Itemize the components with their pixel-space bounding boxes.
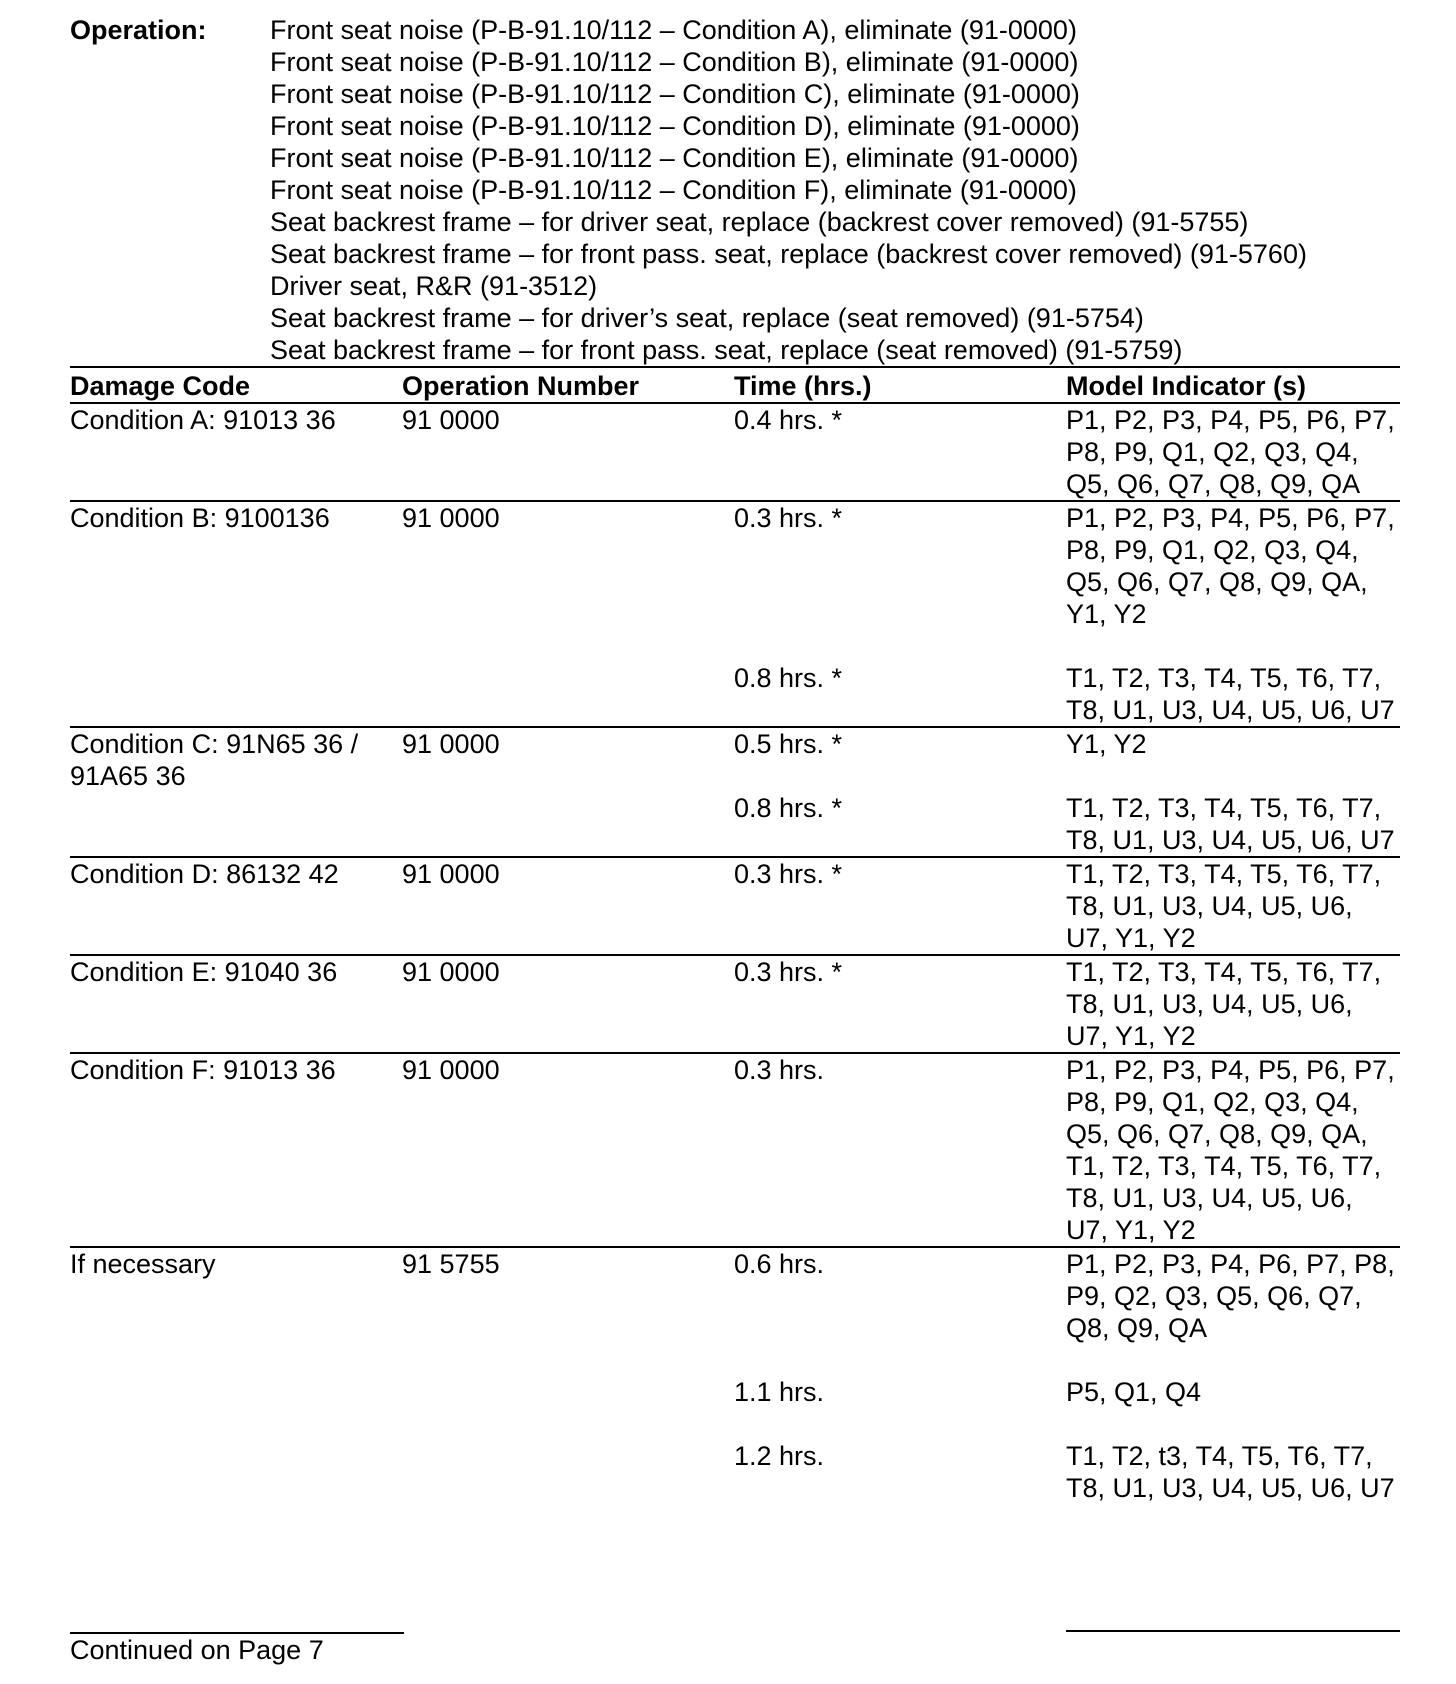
operation-lines: [270, 14, 1400, 366]
cell-time: 0.8 hrs. *: [734, 663, 843, 693]
operation-line: Front seat noise (P-B-91.10/112 – Condition B), eliminate (91-0000): [270, 47, 1079, 77]
cell-damage-code: [70, 662, 402, 727]
header-model-indicator: Model Indicator (s): [1066, 367, 1400, 403]
table-header-row: [70, 367, 1400, 403]
cell-time: 1.1 hrs.: [734, 1377, 825, 1407]
cell-operation-number: 91 0000: [402, 405, 500, 435]
cell-model-indicator: Y1, Y2: [1066, 727, 1400, 792]
operation-line: Seat backrest frame – for front pass. seat, replace (backrest cover removed) (91-5760): [270, 239, 1307, 269]
cell-model-indicator: T1, T2, t3, T4, T5, T6, T7, T8, U1, U3, U4, U5, U6, U7: [1066, 1441, 1395, 1503]
operation-line: Seat backrest frame – for front pass. seat, replace (seat removed) (91-5759): [270, 335, 1183, 365]
cell-model-indicator: T1, T2, T3, T4, T5, T6, T7, T8, U1, U3, U4, U5, U6, U7: [1066, 793, 1395, 855]
cell-model-indicator: P1, P2, P3, P4, P6, P7, P8, P9, Q2, Q3, Q5, Q6, Q7, Q8, Q9, QA: [1066, 1247, 1400, 1344]
cell-time: 0.3 hrs. *: [734, 501, 1066, 630]
cell-model-indicator: P1, P2, P3, P4, P5, P6, P7, P8, P9, Q1, Q2, Q3, Q4, Q5, Q6, Q7, Q8, Q9, QA, Y1, Y2: [1066, 501, 1400, 630]
operation-line: Seat backrest frame – for driver seat, replace (backrest cover removed) (91-5755): [270, 207, 1249, 237]
table-row: [70, 1440, 1400, 1504]
cell-time: 0.5 hrs. *: [734, 727, 1066, 792]
cell-time: 0.3 hrs. *: [734, 955, 1066, 1053]
cell-damage-code: Condition B: 9100136: [70, 501, 402, 630]
cell-time: 0.3 hrs. *: [734, 857, 1066, 955]
cell-time: 0.8 hrs. *: [734, 793, 843, 823]
operation-line: Driver seat, R&R (91-3512): [270, 271, 598, 301]
cell-damage-code: Condition F: 91013 36: [70, 1053, 402, 1247]
cell-operation-number: 91 0000: [402, 501, 734, 630]
cell-time: 0.3 hrs.: [734, 1053, 1066, 1247]
table-row: [70, 501, 1400, 630]
table-row: [70, 727, 1400, 792]
cell-damage-code: [70, 1376, 402, 1408]
table-row: [70, 1376, 1400, 1408]
operation-line: Front seat noise (P-B-91.10/112 – Condition A), eliminate (91-0000): [270, 15, 1077, 45]
row-spacer: [70, 1344, 1400, 1376]
header-time: Time (hrs.): [734, 367, 1066, 403]
cell-damage-code: Condition E: 91040 36: [70, 955, 402, 1053]
table-row: [70, 403, 1400, 501]
table-row: [70, 1053, 1400, 1247]
cell-model-indicator: P1, P2, P3, P4, P5, P6, P7, P8, P9, Q1, Q2, Q3, Q4, Q5, Q6, Q7, Q8, Q9, QA: [1066, 405, 1395, 499]
cell-operation-number: [402, 662, 734, 727]
cell-time: 1.2 hrs.: [734, 1441, 825, 1471]
cell-damage-code: [70, 1440, 402, 1504]
cell-operation-number: [402, 1376, 734, 1408]
cell-time: 0.4 hrs. *: [734, 405, 843, 435]
cell-operation-number: [402, 792, 734, 857]
continued-note: Continued on Page 7: [70, 1632, 404, 1666]
cell-model-indicator: P5, Q1, Q4: [1066, 1377, 1202, 1407]
bottom-rule: [1066, 1630, 1400, 1632]
cell-operation-number: 91 5755: [402, 1247, 734, 1344]
operation-line: Front seat noise (P-B-91.10/112 – Condition E), eliminate (91-0000): [270, 143, 1079, 173]
header-damage-code: Damage Code: [70, 367, 402, 403]
cell-operation-number: 91 0000: [402, 857, 734, 955]
cell-operation-number: [402, 1440, 734, 1504]
operation-block: [70, 14, 1400, 366]
cell-damage-code: Condition A: 91013 36: [70, 405, 336, 435]
cell-time: 0.6 hrs.: [734, 1247, 1066, 1344]
cell-model-indicator: T1, T2, T3, T4, T5, T6, T7, T8, U1, U3, U4, U5, U6, U7, Y1, Y2: [1066, 857, 1400, 955]
operation-line: Seat backrest frame – for driver’s seat, replace (seat removed) (91-5754): [270, 303, 1144, 333]
table-row: [70, 1247, 1400, 1344]
cell-model-indicator: P1, P2, P3, P4, P5, P6, P7, P8, P9, Q1, Q2, Q3, Q4, Q5, Q6, Q7, Q8, Q9, QA, T1, T2, T3, T4, T5, T6, T7, T8, U1, U3, U4, U5, U6, U7, Y1, Y2: [1066, 1053, 1400, 1247]
cell-operation-number: 91 0000: [402, 727, 734, 792]
cell-damage-code: If necessary: [70, 1247, 402, 1344]
cell-damage-code: [70, 792, 402, 857]
table-row: [70, 662, 1400, 727]
cell-damage-code: Condition D: 86132 42: [70, 857, 402, 955]
cell-model-indicator: T1, T2, T3, T4, T5, T6, T7, T8, U1, U3, U4, U5, U6, U7: [1066, 663, 1395, 725]
document-page: [70, 14, 1400, 1504]
header-operation-number: Operation Number: [402, 367, 734, 403]
row-spacer: [70, 630, 1400, 662]
operation-line: Front seat noise (P-B-91.10/112 – Condition F), eliminate (91-0000): [270, 175, 1077, 205]
operation-line: Front seat noise (P-B-91.10/112 – Condition C), eliminate (91-0000): [270, 79, 1080, 109]
operation-label: Operation:: [70, 15, 207, 45]
cell-operation-number: 91 0000: [402, 955, 734, 1053]
cell-operation-number: 91 0000: [402, 1053, 734, 1247]
row-spacer: [70, 1408, 1400, 1440]
table-row: [70, 857, 1400, 955]
operation-line: Front seat noise (P-B-91.10/112 – Condition D), eliminate (91-0000): [270, 111, 1080, 141]
cell-damage-code: Condition C: 91N65 36 / 91A65 36: [70, 727, 402, 792]
table-row: [70, 792, 1400, 857]
cell-model-indicator: T1, T2, T3, T4, T5, T6, T7, T8, U1, U3, U4, U5, U6, U7, Y1, Y2: [1066, 955, 1400, 1053]
table-row: [70, 955, 1400, 1053]
damage-code-table: [70, 366, 1400, 1504]
